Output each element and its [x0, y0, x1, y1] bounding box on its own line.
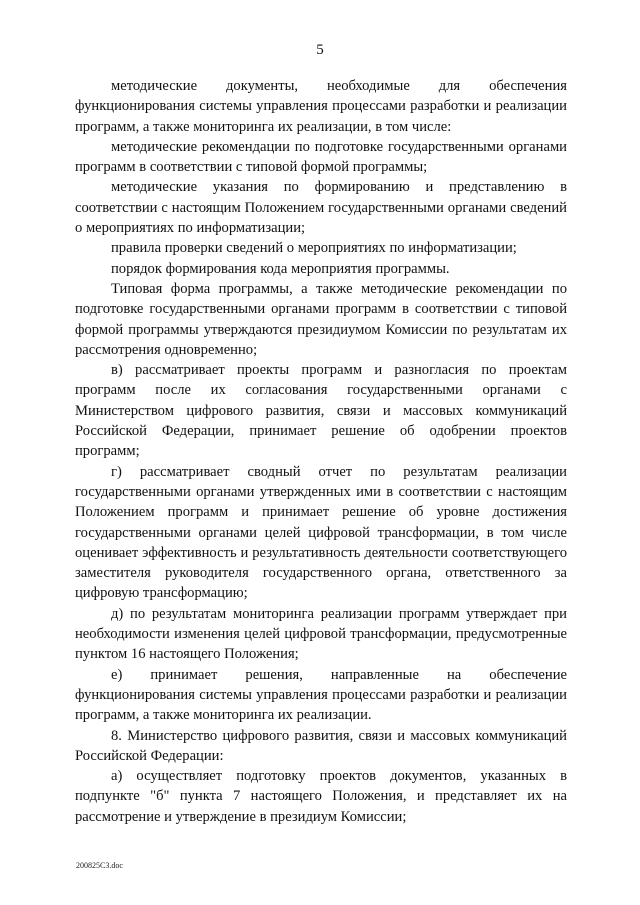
paragraph-6: Типовая форма программы, а также методические рекомендации по подготовке государственными органами программ в соответствии с типовой формой программы утверждаются президиумом Комиссии по результатам их рассмотрения одновременно;	[75, 280, 567, 358]
document-body	[75, 76, 567, 827]
paragraph-2: методические рекомендации по подготовке государственными органами программ в соответствии с типовой формой программы;	[75, 138, 567, 176]
paragraph-9: д) по результатам мониторинга реализации программ утверждает при необходимости изменения целей цифровой трансформации, предусмотренные пунктом 16 настоящего Положения;	[75, 605, 567, 663]
paragraph-12: а) осуществляет подготовку проектов документов, указанных в подпункте "б" пункта 7 настоящего Положения, и представляет их на рассмотрение и утверждение в президиум Комиссии;	[75, 768, 567, 825]
page-number: 5	[316, 42, 324, 58]
paragraph-8: г) рассматривает сводный отчет по результатам реализации государственными органами утвержденных ими в соответствии с настоящим Положением программ и принимает решение об уровне достижения государственными органами целей цифровой трансформации, в том числе оценивает эффективность и результативность деятельности соответствующего заместителя руководителя государственного органа, ответственного за цифровую трансформацию;	[75, 463, 567, 602]
paragraph-7: в) рассматривает проекты программ и разногласия по проектам программ после их согласования государственными органами с Министерством цифрового развития, связи и массовых коммуникаций Российской Федерации, принимает решение об одобрении проектов программ;	[75, 362, 567, 460]
paragraph-10: е) принимает решения, направленные на обеспечение функционирования системы управления процессами разработки и реализации программ, а также мониторинга их реализации.	[75, 666, 567, 724]
paragraph-4: правила проверки сведений о мероприятиях по информатизации;	[111, 240, 517, 257]
paragraph-1: методические документы, необходимые для обеспечения функционирования системы управления процессами разработки и реализации программ, а также мониторинга их реализации, в том числе:	[75, 78, 567, 135]
file-name-footer: 200825С3.doc	[76, 861, 123, 870]
paragraph-11: 8. Министерство цифрового развития, связи и массовых коммуникаций Российской Федерации:	[75, 727, 567, 764]
paragraph-5: порядок формирования кода мероприятия программы.	[111, 260, 450, 277]
paragraph-3: методические указания по формированию и представлению в соответствии с настоящим Положением государственными органами сведений о мероприятиях по информатизации;	[75, 179, 567, 237]
